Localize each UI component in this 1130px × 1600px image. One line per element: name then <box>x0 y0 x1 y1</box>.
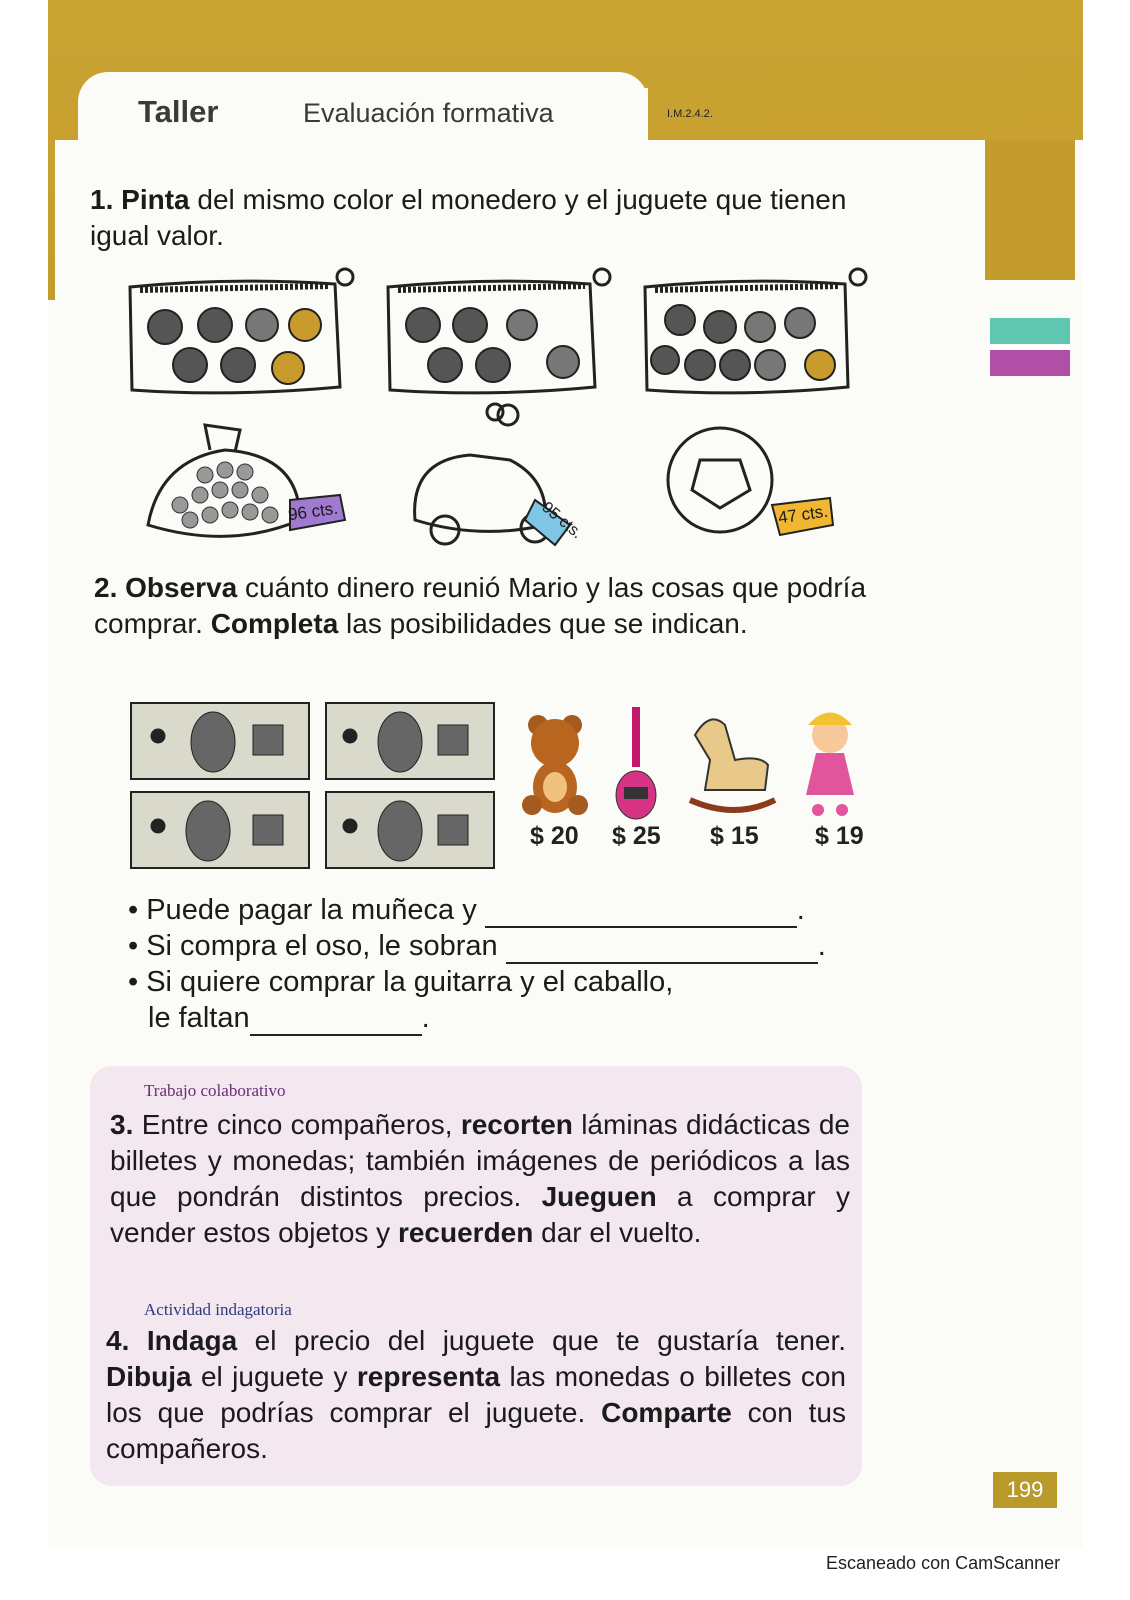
doll <box>806 713 854 817</box>
list-item-text: Si compra el oso, le sobran <box>146 930 498 962</box>
question-text: el juguete y <box>191 1361 357 1392</box>
purple-stripe <box>990 350 1070 376</box>
price-horse: $ 15 <box>710 822 759 850</box>
instruction-verb: Dibuja <box>106 1361 192 1392</box>
list-item-text: Puede pagar la muñeca y <box>146 894 477 926</box>
price-guitar: $ 25 <box>612 822 661 850</box>
instruction-verb: Indaga <box>146 1325 238 1356</box>
question-text: con tus compañeros. <box>106 1397 846 1464</box>
list-item: • Si quiere comprar la guitarra y el caballo, <box>128 966 674 998</box>
question-number: 4. <box>106 1325 130 1356</box>
instruction-verb: Pinta <box>121 184 190 215</box>
question-number: 1. <box>90 184 114 215</box>
toy-guitar <box>616 707 656 819</box>
answer-line[interactable] <box>250 1034 422 1036</box>
list-item-text: Si quiere comprar la guitarra y el caballo, <box>146 966 674 998</box>
instruction-verb: representa <box>356 1361 501 1392</box>
question-text: dar el vuelto. <box>533 1217 702 1248</box>
question-text: del mismo color el monedero y el juguete que tienen igual valor. <box>90 184 847 251</box>
price-bear: $ 20 <box>530 822 579 850</box>
price-tag-car: 95 cts. <box>538 498 586 543</box>
question-number: 3. <box>110 1109 134 1140</box>
soccer-ball <box>668 428 772 532</box>
question-text: a comprar y vender estos objetos y <box>110 1181 850 1248</box>
fill-in-list <box>128 892 826 1036</box>
question-text: las posibilidades que se indican. <box>338 608 748 639</box>
tab-title: Taller <box>138 94 219 129</box>
instruction-verb: recuerden <box>397 1217 534 1248</box>
list-item: le faltan . <box>148 1002 430 1034</box>
question-text: las monedas o billetes con los que podrías comprar el juguete. <box>106 1361 847 1428</box>
teal-stripe <box>990 318 1070 344</box>
instruction-verb: Observa <box>125 572 238 603</box>
scanner-watermark: Escaneado con CamScanner <box>826 1553 1061 1573</box>
header-band-corner <box>985 140 1075 280</box>
price-tag-marbles: 96 cts. <box>286 498 340 525</box>
question-text: el precio del juguete que te gustaría tener. <box>237 1325 847 1356</box>
question-text: Entre cinco compañeros, <box>141 1109 461 1140</box>
question-text: cuánto dinero reunió Mario y las cosas que podría comprar. <box>94 572 867 639</box>
section-label: Trabajo colaborativo <box>144 1081 286 1100</box>
question-4 <box>106 1323 846 1467</box>
question-1 <box>90 182 890 254</box>
list-item: • Si compra el oso, le sobran . <box>128 930 826 962</box>
curriculum-code: I.M.2.4.2. <box>667 108 713 120</box>
section-subtitle: Evaluación formativa <box>303 98 554 128</box>
coin-purses-illustration <box>120 262 880 402</box>
question-text: láminas didácticas de billetes y monedas; también imágenes de periódicos a las que pondrán distintos precios. <box>110 1109 850 1212</box>
instruction-verb: Completa <box>210 608 339 639</box>
list-item-text: le faltan <box>148 1002 250 1034</box>
teddy-bear <box>522 715 588 815</box>
toys-for-sale-illustration <box>510 705 870 825</box>
toys-illustration <box>140 400 840 560</box>
price-tag-ball: 47 cts. <box>776 501 830 528</box>
instruction-verb: Comparte <box>601 1397 732 1428</box>
question-2 <box>94 570 894 642</box>
instruction-verb: recorten <box>460 1109 573 1140</box>
instruction-verb: Jueguen <box>541 1181 657 1212</box>
list-item: • Puede pagar la muñeca y . <box>128 894 805 926</box>
question-number: 2. <box>94 572 118 603</box>
bills-illustration <box>128 700 498 875</box>
page-number: 199 <box>993 1472 1057 1508</box>
section-label: Actividad indagatoria <box>144 1300 292 1319</box>
rocking-horse <box>690 719 775 810</box>
question-3 <box>110 1107 850 1251</box>
price-doll: $ 19 <box>815 822 864 850</box>
